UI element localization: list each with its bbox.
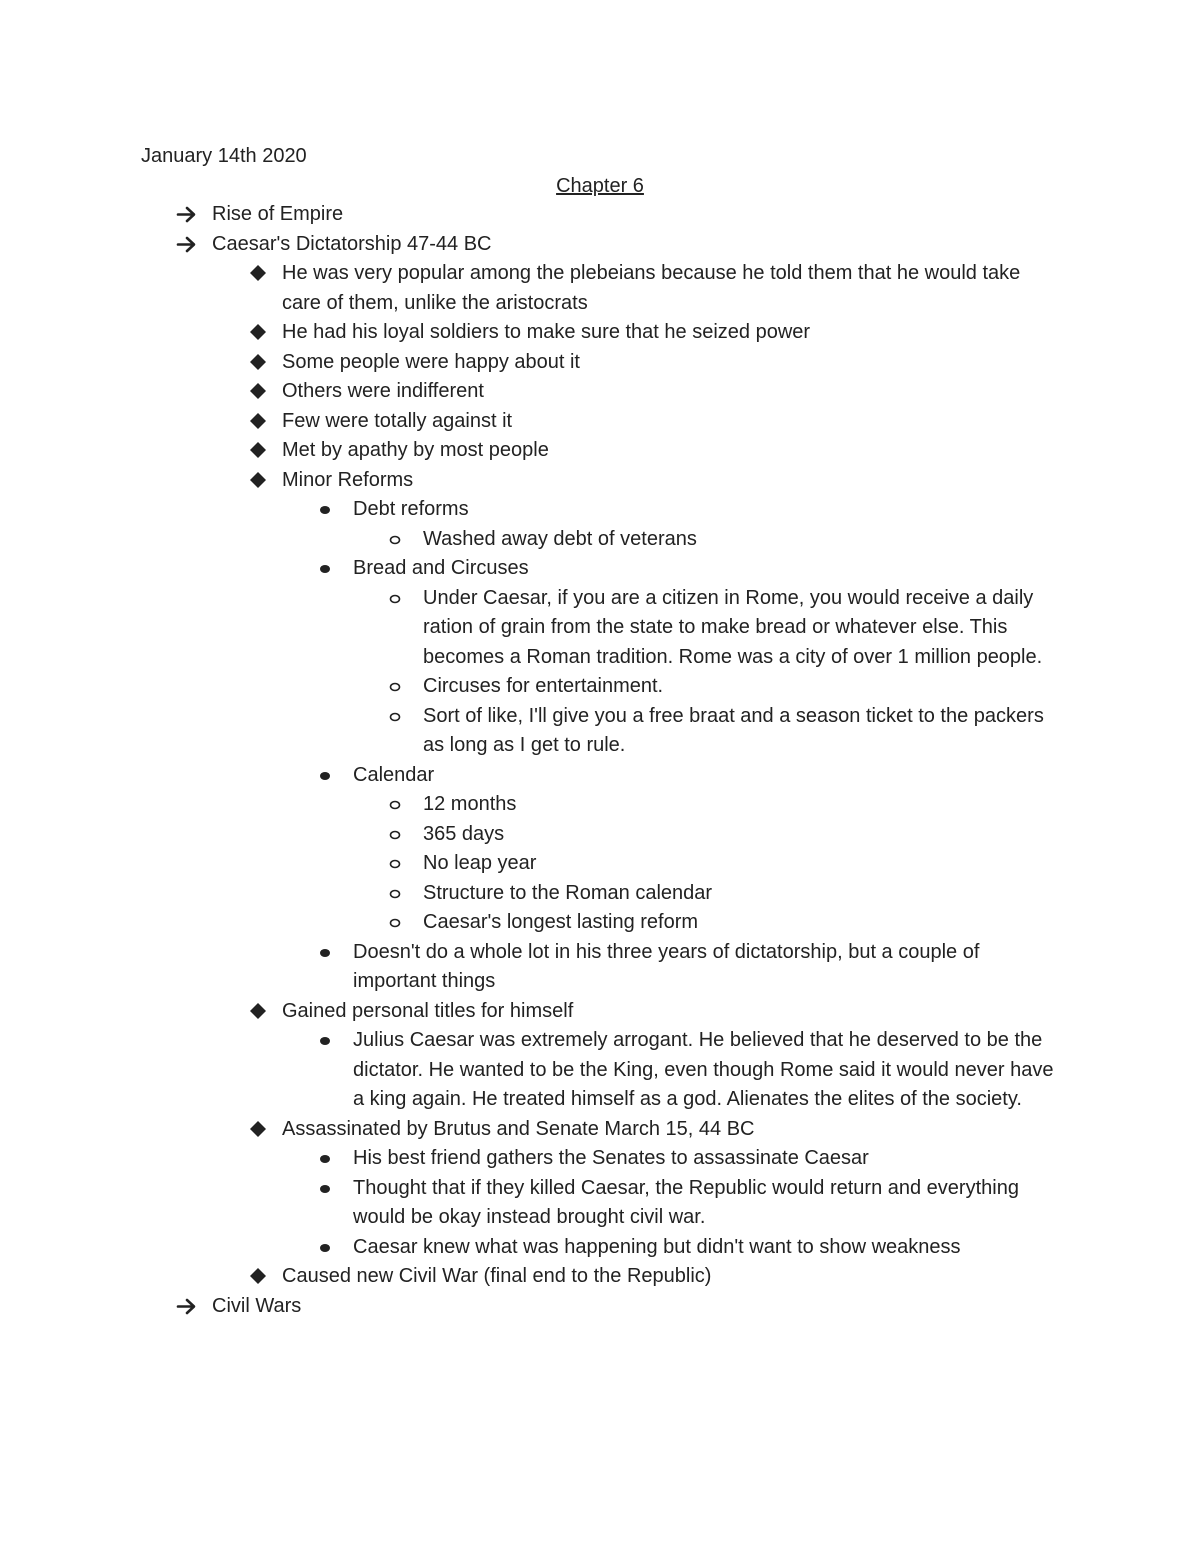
outline-item-level-2 (0, 259, 1200, 318)
circle-icon (388, 790, 402, 820)
outline-item-level-1 (0, 230, 1200, 1292)
circle-icon (388, 584, 402, 614)
outline-item-text: Calendar (353, 763, 435, 786)
outline-item-level-2 (0, 1262, 1200, 1292)
outline-list (0, 200, 1200, 1321)
outline-item-text: Met by apathy by most people (282, 439, 549, 461)
outline-item-level-4 (0, 672, 1200, 702)
disc-icon (318, 1233, 332, 1263)
outline-item-text: Caesar's Dictatorship 47-44 BC (212, 232, 492, 255)
diamond-icon (248, 377, 268, 407)
outline-item-level-3 (0, 554, 1200, 761)
outline-item-text: Few were totally against it (282, 409, 513, 432)
outline-item-level-1 (0, 200, 1200, 230)
outline-item-text: His best friend gathers the Senates to assassinate Caesar (353, 1147, 869, 1169)
diamond-icon (248, 318, 268, 348)
outline-item-text: Structure to the Roman calendar (423, 881, 713, 904)
outline-sublist-level-3 (0, 1026, 1200, 1115)
outline-item-level-4 (0, 908, 1200, 938)
outline-item-level-3 (0, 495, 1200, 554)
disc-icon (318, 1144, 332, 1174)
outline-item-level-4 (0, 525, 1200, 555)
arrow-right-icon (176, 1292, 198, 1322)
outline-item-level-4 (0, 790, 1200, 820)
outline-item-text: Some people were happy about it (282, 350, 580, 373)
disc-icon (318, 761, 332, 791)
disc-icon (318, 1174, 332, 1204)
outline-item-level-4 (0, 584, 1200, 673)
circle-icon (388, 702, 402, 732)
outline-item-level-2 (0, 1115, 1200, 1263)
outline-item-level-2 (0, 997, 1200, 1115)
outline-item-level-1 (0, 1292, 1200, 1322)
outline-item-text: Julius Caesar was extremely arrogant. He believed that he deserved to be the dictator. He wanted to be the King, even though Rome said it would never have a king again. He treated himself as a god. Alienates the elites of the society. (353, 1029, 1054, 1110)
outline-item-level-4 (0, 702, 1200, 761)
outline-item-level-2 (0, 377, 1200, 407)
outline-item-level-2 (0, 407, 1200, 437)
outline-item-level-3 (0, 1174, 1200, 1233)
outline-sublist-level-4 (0, 525, 1200, 555)
outline-item-text: Washed away debt of veterans (423, 527, 697, 550)
outline-item-text: Doesn't do a whole lot in his three years of dictatorship, but a couple of important things (353, 940, 980, 992)
outline-item-level-4 (0, 879, 1200, 909)
outline-item-level-2 (0, 318, 1200, 348)
disc-icon (318, 554, 332, 584)
outline-item-text: Under Caesar, if you are a citizen in Rome, you would receive a daily ration of grain from the state to make bread or whatever else. This becomes a Roman tradition. Rome was a city of over 1 million people. (423, 586, 1043, 668)
outline-item-text: Caesar's longest lasting reform (423, 911, 699, 933)
outline-sublist-level-4 (0, 584, 1200, 761)
circle-icon (388, 672, 402, 702)
diamond-icon (248, 407, 268, 437)
circle-icon (388, 849, 402, 879)
outline-item-text: Minor Reforms (282, 468, 414, 491)
disc-icon (318, 938, 332, 968)
outline-item-text: He had his loyal soldiers to make sure that he seized power (282, 321, 811, 343)
outline-item-text: Caesar knew what was happening but didn't want to show weakness (353, 1235, 961, 1258)
outline-item-text: Circuses for entertainment. (423, 675, 664, 697)
diamond-icon (248, 348, 268, 378)
outline-item-level-3 (0, 1026, 1200, 1115)
circle-icon (388, 525, 402, 555)
outline-item-level-2 (0, 348, 1200, 378)
outline-item-level-4 (0, 849, 1200, 879)
outline-item-text: 12 months (423, 793, 517, 815)
diamond-icon (248, 436, 268, 466)
outline-item-text: Civil Wars (212, 1294, 302, 1317)
diamond-icon (248, 1262, 268, 1292)
outline-sublist-level-3 (0, 1144, 1200, 1262)
circle-icon (388, 820, 402, 850)
disc-icon (318, 1026, 332, 1056)
outline-item-text: Bread and Circuses (353, 557, 529, 579)
document-date: January 14th 2020 (141, 145, 307, 167)
diamond-icon (248, 1115, 268, 1145)
page-title: Chapter 6 (556, 175, 644, 197)
outline-item-text: Sort of like, I'll give you a free braat and a season ticket to the packers as long as I get to rule. (423, 704, 1044, 756)
outline-sublist-level-4 (0, 790, 1200, 938)
arrow-right-icon (176, 200, 198, 230)
diamond-icon (248, 997, 268, 1027)
outline-item-level-2 (0, 436, 1200, 466)
outline-item-text: Others were indifferent (282, 380, 484, 402)
outline-sublist-level-3 (0, 495, 1200, 997)
outline-item-level-4 (0, 820, 1200, 850)
outline-sublist-level-2 (0, 259, 1200, 1292)
outline-item-text: No leap year (423, 852, 537, 874)
outline-item-level-3 (0, 1144, 1200, 1174)
outline-item-text: Thought that if they killed Caesar, the Republic would return and everything would be okay instead brought civil war. (353, 1176, 1019, 1228)
outline-item-text: Caused new Civil War (final end to the Republic) (282, 1265, 712, 1287)
outline-item-text: Debt reforms (353, 498, 469, 520)
outline-item-level-3 (0, 761, 1200, 938)
outline-item-level-3 (0, 1233, 1200, 1263)
circle-icon (388, 908, 402, 938)
outline-item-level-3 (0, 938, 1200, 997)
outline-item-text: Rise of Empire (212, 203, 344, 225)
circle-icon (388, 879, 402, 909)
outline-item-text: Assassinated by Brutus and Senate March 15, 44 BC (282, 1117, 755, 1140)
outline-item-level-2 (0, 466, 1200, 997)
outline-item-text: 365 days (423, 822, 505, 845)
outline-item-text: Gained personal titles for himself (282, 999, 574, 1022)
diamond-icon (248, 466, 268, 496)
disc-icon (318, 495, 332, 525)
outline-item-text: He was very popular among the plebeians because he told them that he would take care of them, unlike the aristocrats (282, 262, 1021, 314)
arrow-right-icon (176, 230, 198, 260)
diamond-icon (248, 259, 268, 289)
